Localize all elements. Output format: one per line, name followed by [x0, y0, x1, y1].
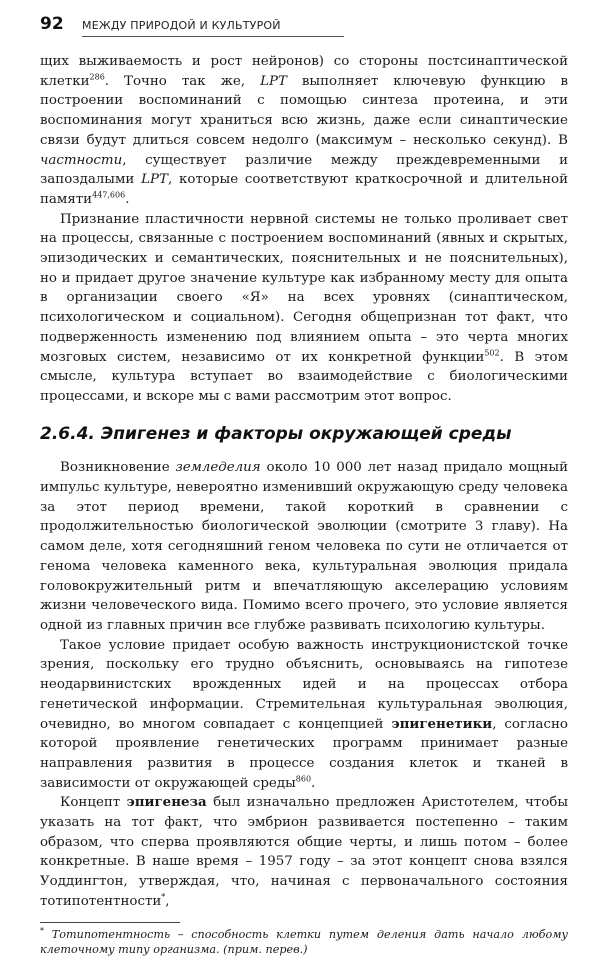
- paragraph: [40, 458, 568, 635]
- text-run: около 10 000 лет назад придало мощный импульс культуре, невероятно изменивший окружающую среду человека за этот период времени, такой короткий в сравнении с продолжительностью биологической эволюции (смотрите 3 главу). На самом деле, хотя сегодняшний геном человека по сути не отличается от генома человека каменного века, культуральная эволюция придала головокружительный ритм и впечатляющую акселерацию условиям жизни человеческого вида. Помимо всего прочего, это условие является одной из главных причин все глубже развивать психологию культуры.: [40, 460, 568, 633]
- term-lpt: LPT: [141, 172, 168, 188]
- text-run: ,: [165, 893, 170, 909]
- text-run: Концепт: [60, 795, 127, 811]
- text-run: , которые соответствуют краткосрочной и длительной памяти: [40, 172, 568, 207]
- paragraph: [40, 636, 568, 794]
- text-run: , существует различие между преждевременными и запоздалыми: [40, 152, 568, 188]
- citation-ref: 860: [295, 774, 312, 784]
- text-run: , согласно которой проявление генетических программ принимает разные направления развития в процессе создания клеток и тканей в зависимости от окружающей среды: [40, 716, 568, 791]
- text-run: Признание пластичности нервной системы не только проливает свет на процессы, связанные с построением воспоминаний (явных и скрытых, эпизодических и семантических, пояснительных и не пояснительных), но и придает другое значение культуре как избранному месту для опыта в организации своего «Я» на всех уровнях (синаптическом, психологическом и социальном). Сегодня общепризнан тот факт, что подверженность изменению под влиянием опыта – это черта многих мозговых систем, независимо от их конкретной функции: [40, 211, 568, 365]
- text-run: щих выживаемость и рост нейронов) со стороны постсинаптической клетки: [40, 54, 568, 89]
- citation-ref: 447,606: [92, 190, 126, 200]
- book-page: [40, 14, 568, 957]
- footnote-marker: *: [161, 892, 166, 902]
- emphasis: частности: [40, 152, 123, 168]
- paragraph: [40, 793, 568, 911]
- text-run: был изначально предложен Аристотелем, чтобы указать на тот факт, что эмбрион развивается постепенно – таким образом, что сперва проявляются общие черты, и лишь потом – более конкретные. В наше время – 1957 году – за этот концепт снова взялся Уоддингтон, утверждая, что, начиная с первоначального состояния тотипотентности: [40, 795, 568, 909]
- section-heading: 2.6.4. Эпигенез и факторы окружающей среды: [40, 423, 512, 444]
- body-text: [40, 52, 568, 957]
- bold-term: эпигенеза: [126, 794, 207, 811]
- text-run: Такое условие придает особую важность инструкционистской точке зрения, поскольку его трудно объяснить, основываясь на гипотезе неодарвинистских врожденных идей и на процессах отбора генетической информации. Стремительная культуральная эволюция, очевидно, во многом совпадает с концепцией: [40, 637, 568, 732]
- paragraph: [40, 52, 568, 210]
- text-run: .: [125, 191, 130, 207]
- text-run: Возникновение: [60, 460, 176, 476]
- page-number: 92: [40, 14, 64, 34]
- footnote-rule: [40, 922, 180, 923]
- emphasis: земледелия: [175, 460, 261, 476]
- text-run: . Точно так же,: [104, 73, 261, 89]
- citation-ref: 502: [484, 348, 500, 358]
- footnote-marker: *: [40, 925, 44, 935]
- running-title: МЕЖДУ ПРИРОДОЙ И КУЛЬТУРОЙ: [82, 19, 281, 32]
- term-lpt: LPT: [260, 73, 287, 89]
- bold-term: эпигенетики: [391, 715, 493, 732]
- text-run: .: [311, 775, 316, 791]
- header-rule: [82, 36, 344, 37]
- text-run: . В этом смысле, культура вступает во взаимодействие с биологическими процессами, и вскоре мы с вами рассмотрим этот вопрос.: [40, 349, 568, 404]
- footnote: [40, 927, 568, 957]
- citation-ref: 286: [89, 72, 105, 82]
- text-run: выполняет ключевую функцию в построении воспоминаний с помощью синтеза протеина, и эти воспоминания могут храниться всю жизнь, даже если синаптические связи будут длиться совсем недолго (максимум – несколько секунд). В: [40, 73, 568, 148]
- footnote-text: Тотипотентность – способность клетки путем деления дать начало любому клеточному типу организма. (прим. перев.): [40, 927, 568, 956]
- paragraph: [40, 210, 568, 407]
